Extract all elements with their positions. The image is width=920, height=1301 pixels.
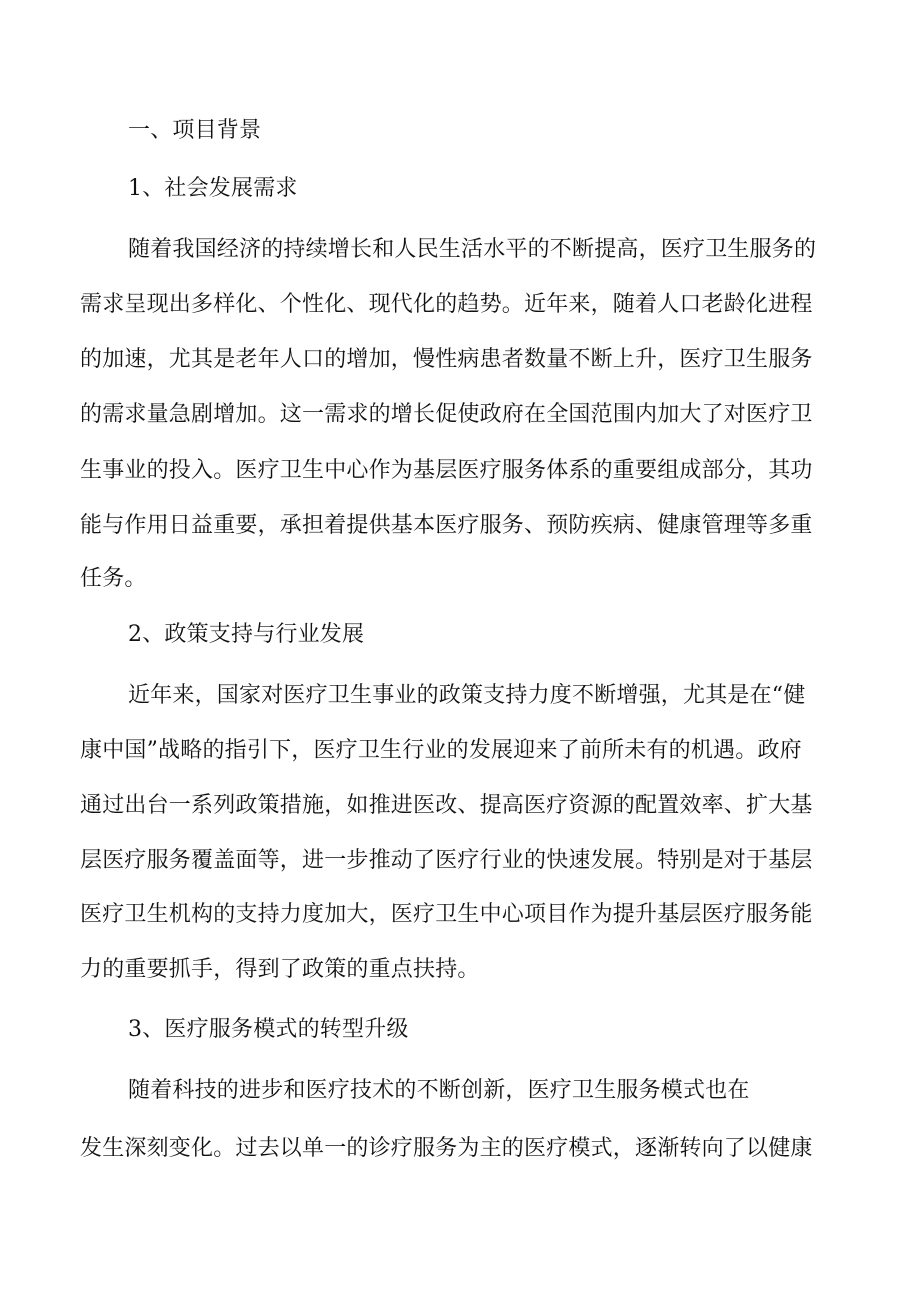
paragraph-1-line-1: 随着我国经济的持续增长和人民生活水平的不断提高，医疗卫生服务的 xyxy=(128,237,817,262)
subsection-heading-1: 1、社会发展需求 xyxy=(128,176,298,201)
paragraph-1-line-6: 能与作用日益重要，承担着提供基本医疗服务、预防疾病、健康管理等多重 xyxy=(80,513,813,538)
paragraph-2-line-4: 层医疗服务覆盖面等，进一步推动了医疗行业的快速发展。特别是对于基层 xyxy=(80,848,813,873)
paragraph-1-line-2: 需求呈现出多样化、个性化、现代化的趋势。近年来，随着人口老龄化进程 xyxy=(80,292,813,317)
paragraph-1-line-5: 生事业的投入。医疗卫生中心作为基层医疗服务体系的重要组成部分，其功 xyxy=(80,458,813,483)
paragraph-1-line-3: 的加速，尤其是老年人口的增加，慢性病患者数量不断上升，医疗卫生服务 xyxy=(80,347,813,372)
section-title: 一、项目背景 xyxy=(128,118,262,143)
paragraph-2-line-2: 康中国”战略的指引下，医疗卫生行业的发展迎来了前所未有的机遇。政府 xyxy=(80,738,802,763)
subsection-heading-3: 3、医疗服务模式的转型升级 xyxy=(128,1017,409,1042)
paragraph-1-line-7: 任务。 xyxy=(80,566,147,591)
paragraph-2-line-1: 近年来，国家对医疗卫生事业的政策支持力度不断增强，尤其是在“健 xyxy=(128,683,806,708)
paragraph-2-line-5: 医疗卫生机构的支持力度加大，医疗卫生中心项目作为提升基层医疗服务能 xyxy=(80,902,813,927)
subsection-heading-2: 2、政策支持与行业发展 xyxy=(128,622,365,647)
paragraph-3-line-2: 发生深刻变化。过去以单一的诊疗服务为主的医疗模式，逐渐转向了以健康 xyxy=(80,1136,813,1161)
paragraph-2-line-6: 力的重要抓手，得到了政策的重点扶持。 xyxy=(80,957,480,982)
paragraph-2-line-3: 通过出台一系列政策措施，如推进医改、提高医疗资源的配置效率、扩大基 xyxy=(80,793,813,818)
paragraph-1-line-4: 的需求量急剧增加。这一需求的增长促使政府在全国范围内加大了对医疗卫 xyxy=(80,402,813,427)
paragraph-3-line-1: 随着科技的进步和医疗技术的不断创新，医疗卫生服务模式也在 xyxy=(128,1078,750,1103)
